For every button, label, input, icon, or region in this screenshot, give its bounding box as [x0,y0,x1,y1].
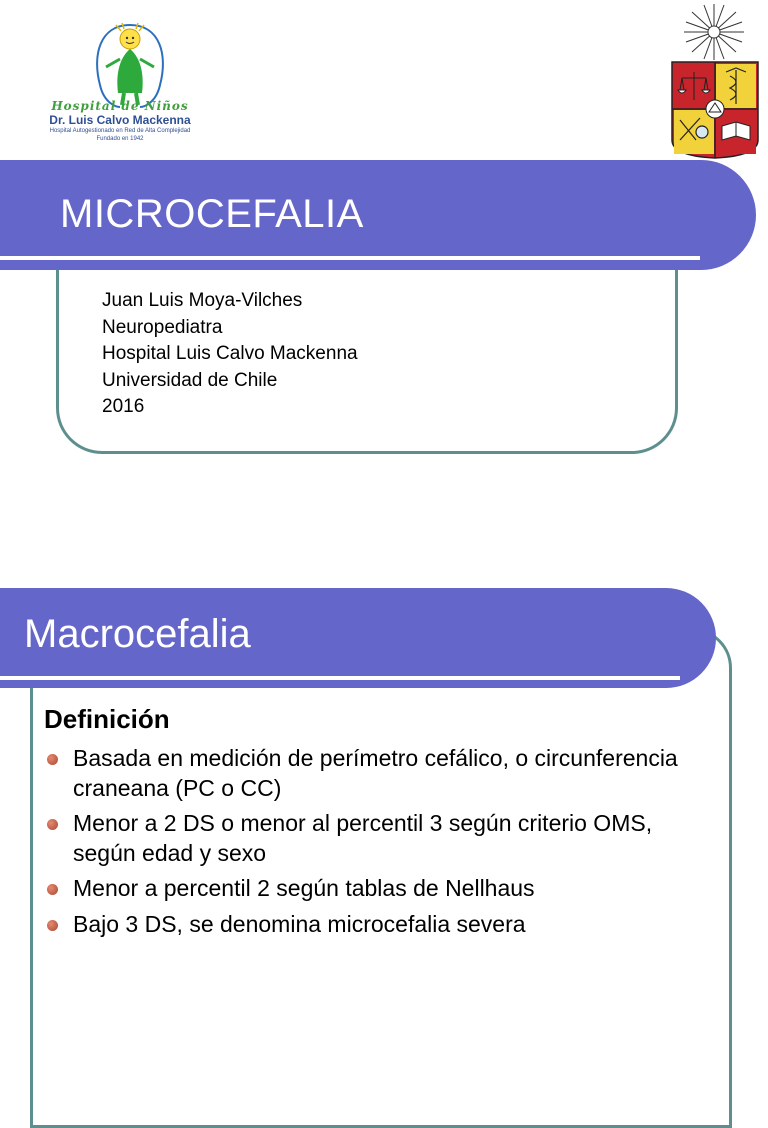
list-item-text: Menor a percentil 2 según tablas de Nellhaus [73,875,535,901]
bullet-icon [47,754,58,765]
presentation-year: 2016 [102,396,145,417]
child-jump-rope-icon [90,15,170,110]
title-slide [0,0,768,540]
hospital-subtitle: Hospital Autogestionado en Red de Alta Complejidad [49,128,191,134]
author-university: Universidad de Chile [102,369,278,391]
author-name: Juan Luis Moya-Vilches [102,290,303,311]
university-crest-icon [666,0,768,160]
hospital-founded: Fundado en 1942 [96,136,144,142]
hospital-doctor-name: Dr. Luis Calvo Mackenna [49,113,191,127]
list-item [44,910,684,940]
list-item-text: Bajo 3 DS, se denomina microcefalia severa [73,910,526,937]
list-item-text: Basada en medición de perímetro cefálico, o circunferencia craneana (PC o CC) [73,745,678,801]
author-specialty: Neuropediatra [102,316,223,338]
slide-title: Macrocefalia [24,612,251,656]
definition-slide [0,548,768,1024]
list-item [44,744,684,803]
bullet-icon [47,819,58,830]
hospital-logo [20,15,220,150]
section-heading: Definición [44,704,170,734]
title-band-divider [0,256,700,260]
hospital-name: Hospital de Niños [51,99,189,113]
bullet-list [44,744,684,945]
title-band-divider [0,676,680,680]
list-item [44,874,684,904]
bullet-icon [47,920,58,931]
list-item [44,809,684,868]
bullet-icon [47,884,58,895]
author-hospital: Hospital Luis Calvo Mackenna [102,343,358,364]
author-info [102,288,358,421]
slide-title: MICROCEFALIA [60,192,364,236]
list-item-text: Menor a 2 DS o menor al percentil 3 según criterio OMS, según edad y sexo [73,810,653,866]
